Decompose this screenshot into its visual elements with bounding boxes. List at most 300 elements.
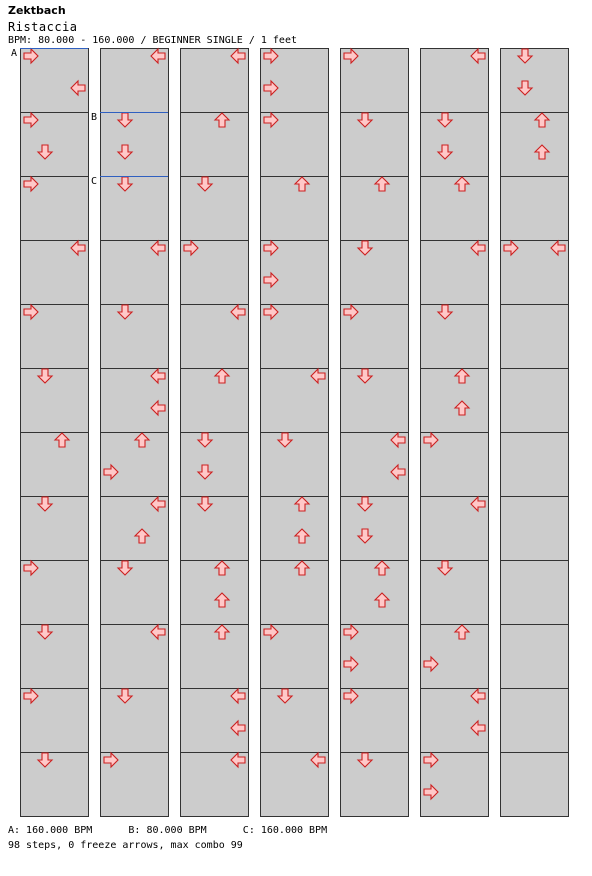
beat-band [20, 784, 88, 800]
beat-band [100, 432, 168, 448]
measure-5 [20, 368, 89, 433]
beat-band [100, 128, 168, 144]
beat-band [100, 704, 168, 720]
beat-band [20, 288, 88, 304]
measure-18 [100, 432, 169, 497]
beat-band [20, 512, 88, 528]
beat-band [260, 224, 328, 240]
beat-band [500, 432, 568, 448]
beat-band [420, 672, 488, 688]
beat-band [260, 480, 328, 496]
beat-band [180, 80, 248, 96]
beat-band [100, 720, 168, 736]
measure-74 [500, 176, 569, 241]
beat-band [20, 256, 88, 272]
beat-band [420, 208, 488, 224]
beat-band [100, 784, 168, 800]
beat-band [420, 800, 488, 816]
measure-68 [420, 560, 489, 625]
beat-band [260, 528, 328, 544]
beat-band [20, 608, 88, 624]
beat-band [420, 448, 488, 464]
bpm-legend: A: 160.000 BPM B: 80.000 BPM C: 160.000 BPM [8, 825, 328, 836]
beat-band [500, 320, 568, 336]
beat-band [260, 576, 328, 592]
beat-band [420, 112, 488, 128]
beat-band [500, 752, 568, 768]
beat-band [500, 176, 568, 192]
measure-43 [260, 496, 329, 561]
measure-46 [260, 688, 329, 753]
measure-79 [500, 496, 569, 561]
beat-band [180, 144, 248, 160]
beat-band [420, 160, 488, 176]
beat-band [340, 672, 408, 688]
bpm-marker-label: A [11, 48, 18, 59]
beat-band [500, 656, 568, 672]
beat-band [20, 544, 88, 560]
beat-band [420, 416, 488, 432]
beat-band [100, 80, 168, 96]
beat-band [180, 528, 248, 544]
beat-band [500, 784, 568, 800]
beat-band [20, 656, 88, 672]
beat-band [260, 560, 328, 576]
beat-band [100, 528, 168, 544]
measure-13 [100, 112, 169, 177]
beat-band [20, 720, 88, 736]
beat-band [500, 464, 568, 480]
beat-band [20, 144, 88, 160]
beat-band [100, 384, 168, 400]
beat-band [500, 112, 568, 128]
measure-49 [340, 112, 409, 177]
beat-band [260, 336, 328, 352]
beat-band [180, 176, 248, 192]
beat-band [260, 144, 328, 160]
beat-band [340, 192, 408, 208]
beat-band [100, 640, 168, 656]
beat-band [180, 416, 248, 432]
beat-band [260, 464, 328, 480]
beat-band [260, 352, 328, 368]
beat-band [500, 640, 568, 656]
beat-band [20, 448, 88, 464]
beat-band [420, 640, 488, 656]
beat-band [180, 768, 248, 784]
beat-band [180, 704, 248, 720]
beat-band [100, 336, 168, 352]
beat-band [100, 768, 168, 784]
beat-band [420, 592, 488, 608]
beat-band [500, 48, 568, 64]
beat-band [260, 384, 328, 400]
beat-band [340, 272, 408, 288]
beat-band [500, 256, 568, 272]
beat-band [180, 464, 248, 480]
beat-band [180, 320, 248, 336]
beat-band [420, 272, 488, 288]
beat-band [100, 576, 168, 592]
beat-band [180, 256, 248, 272]
measure-80 [500, 560, 569, 625]
beat-band [500, 80, 568, 96]
beat-band [420, 176, 488, 192]
beat-band [420, 400, 488, 416]
beat-band [100, 64, 168, 80]
beat-band [180, 384, 248, 400]
beat-band [420, 544, 488, 560]
beat-band [20, 384, 88, 400]
beat-band [500, 480, 568, 496]
beat-band [180, 480, 248, 496]
beat-band [180, 736, 248, 752]
beat-band [340, 800, 408, 816]
beat-band [100, 352, 168, 368]
beat-band [500, 592, 568, 608]
beat-band [340, 80, 408, 96]
beat-band [20, 432, 88, 448]
beat-band [260, 448, 328, 464]
beat-band [500, 768, 568, 784]
beat-band [500, 368, 568, 384]
beat-band [420, 608, 488, 624]
beat-band [340, 752, 408, 768]
beat-band [340, 112, 408, 128]
measure-72 [500, 48, 569, 113]
measure-83 [500, 752, 569, 817]
measure-73 [500, 112, 569, 177]
beat-band [340, 64, 408, 80]
beat-band [420, 304, 488, 320]
beat-band [100, 736, 168, 752]
beat-band [100, 256, 168, 272]
beat-band [180, 288, 248, 304]
beat-band [340, 736, 408, 752]
beat-band [340, 608, 408, 624]
beat-band [500, 208, 568, 224]
beat-band [20, 480, 88, 496]
beat-band [340, 448, 408, 464]
beat-band [20, 64, 88, 80]
measure-22 [100, 688, 169, 753]
beat-band [100, 800, 168, 816]
beat-band [20, 208, 88, 224]
beat-band [340, 240, 408, 256]
beat-band [20, 464, 88, 480]
beat-band [420, 368, 488, 384]
beat-band [500, 672, 568, 688]
beat-band [180, 160, 248, 176]
beat-band [500, 400, 568, 416]
beat-band [420, 768, 488, 784]
beat-band [500, 448, 568, 464]
beat-band [260, 512, 328, 528]
beat-band [500, 224, 568, 240]
beat-band [500, 624, 568, 640]
beat-band [180, 64, 248, 80]
beat-band [260, 320, 328, 336]
chart-info: BPM: 80.000 - 160.000 / BEGINNER SINGLE / 1 feet [8, 35, 297, 46]
beat-band [340, 384, 408, 400]
beat-band [500, 128, 568, 144]
beat-band [180, 128, 248, 144]
beat-band [420, 480, 488, 496]
beat-band [100, 560, 168, 576]
beat-band [500, 288, 568, 304]
beat-band [20, 592, 88, 608]
beat-band [20, 336, 88, 352]
measure-32 [180, 560, 249, 625]
beat-band [420, 576, 488, 592]
beat-band [100, 416, 168, 432]
beat-band [100, 208, 168, 224]
beat-band [180, 192, 248, 208]
beat-band [20, 528, 88, 544]
beat-band [500, 192, 568, 208]
beat-band [20, 192, 88, 208]
beat-band [340, 128, 408, 144]
beat-band [500, 144, 568, 160]
beat-band [100, 176, 168, 192]
beat-band [340, 400, 408, 416]
step-stats: 98 steps, 0 freeze arrows, max combo 99 [8, 840, 243, 851]
beat-band [260, 544, 328, 560]
beat-band [340, 496, 408, 512]
beat-band [260, 704, 328, 720]
beat-band [100, 224, 168, 240]
beat-band [260, 496, 328, 512]
beat-band [260, 640, 328, 656]
beat-band [340, 640, 408, 656]
measure-78 [500, 432, 569, 497]
measure-6 [20, 432, 89, 497]
beat-band [500, 688, 568, 704]
beat-band [100, 512, 168, 528]
beat-band [420, 464, 488, 480]
beat-band [420, 736, 488, 752]
beat-band [260, 288, 328, 304]
beat-band [180, 352, 248, 368]
beat-band [100, 192, 168, 208]
beat-band [340, 768, 408, 784]
beat-band [420, 560, 488, 576]
beat-band [420, 128, 488, 144]
beat-band [260, 128, 328, 144]
beat-band [20, 416, 88, 432]
beat-band [100, 288, 168, 304]
beat-band [500, 384, 568, 400]
beat-band [260, 416, 328, 432]
beat-band [180, 224, 248, 240]
beat-band [260, 768, 328, 784]
measure-16 [100, 304, 169, 369]
beat-band [100, 112, 168, 128]
beat-band [260, 432, 328, 448]
beat-band [260, 784, 328, 800]
beat-band [180, 448, 248, 464]
beat-band [340, 368, 408, 384]
beat-band [420, 96, 488, 112]
beat-band [180, 208, 248, 224]
beat-band [340, 96, 408, 112]
beat-band [180, 560, 248, 576]
beat-band [20, 160, 88, 176]
beat-band [180, 96, 248, 112]
beat-band [500, 512, 568, 528]
beat-band [100, 544, 168, 560]
beat-band [340, 160, 408, 176]
beat-band [180, 432, 248, 448]
measure-25 [180, 112, 249, 177]
beat-band [260, 800, 328, 816]
beat-band [100, 608, 168, 624]
beat-band [260, 256, 328, 272]
measure-55 [340, 496, 409, 561]
beat-band [500, 576, 568, 592]
beat-band [420, 384, 488, 400]
beat-band [420, 192, 488, 208]
beat-band [500, 160, 568, 176]
measure-59 [340, 752, 409, 817]
beat-band [260, 688, 328, 704]
beat-band [180, 656, 248, 672]
beat-band [180, 592, 248, 608]
beat-band [340, 288, 408, 304]
beat-band [420, 144, 488, 160]
beat-band [340, 416, 408, 432]
measure-38 [260, 176, 329, 241]
beat-band [260, 64, 328, 80]
beat-band [20, 128, 88, 144]
beat-band [20, 800, 88, 816]
measure-53 [340, 368, 409, 433]
beat-band [420, 320, 488, 336]
beat-band [20, 224, 88, 240]
beat-band [500, 64, 568, 80]
measure-29 [180, 368, 249, 433]
beat-band [260, 736, 328, 752]
beat-band [180, 400, 248, 416]
beat-band [500, 272, 568, 288]
measure-62 [420, 176, 489, 241]
beat-band [20, 576, 88, 592]
beat-band [340, 592, 408, 608]
beat-band [420, 512, 488, 528]
beat-band [340, 320, 408, 336]
beat-band [20, 320, 88, 336]
beat-band [500, 496, 568, 512]
beat-band [260, 400, 328, 416]
beat-band [180, 672, 248, 688]
beat-band [420, 288, 488, 304]
beat-band [20, 672, 88, 688]
measure-56 [340, 560, 409, 625]
beat-band [100, 272, 168, 288]
beat-band [180, 496, 248, 512]
beat-band [260, 176, 328, 192]
beat-band [500, 336, 568, 352]
beat-band [20, 96, 88, 112]
beat-band [260, 592, 328, 608]
beat-band [500, 528, 568, 544]
bpm-marker-label: B [91, 112, 98, 123]
beat-band [100, 656, 168, 672]
beat-band [420, 64, 488, 80]
beat-band [260, 160, 328, 176]
measure-64 [420, 304, 489, 369]
beat-band [500, 736, 568, 752]
measure-7 [20, 496, 89, 561]
beat-band [20, 704, 88, 720]
song-artist: Zektbach [8, 4, 66, 17]
measure-51 [340, 240, 409, 305]
beat-band [500, 720, 568, 736]
beat-band [20, 400, 88, 416]
beat-band [20, 640, 88, 656]
beat-band [180, 512, 248, 528]
beat-band [20, 352, 88, 368]
measure-50 [340, 176, 409, 241]
beat-band [100, 480, 168, 496]
beat-band [420, 352, 488, 368]
beat-band [260, 656, 328, 672]
beat-band [260, 608, 328, 624]
beat-band [340, 256, 408, 272]
measure-31 [180, 496, 249, 561]
beat-band [20, 368, 88, 384]
measure-26 [180, 176, 249, 241]
beat-band [340, 560, 408, 576]
beat-band [500, 608, 568, 624]
measure-44 [260, 560, 329, 625]
beat-band [20, 736, 88, 752]
beat-band [500, 704, 568, 720]
measure-82 [500, 688, 569, 753]
measure-76 [500, 304, 569, 369]
beat-band [100, 592, 168, 608]
beat-band [180, 608, 248, 624]
beat-band [180, 800, 248, 816]
beat-band [340, 528, 408, 544]
beat-band [100, 320, 168, 336]
beat-band [100, 672, 168, 688]
measure-61 [420, 112, 489, 177]
song-title: Ristaccia [8, 20, 78, 34]
beat-band [420, 80, 488, 96]
measure-77 [500, 368, 569, 433]
measure-20 [100, 560, 169, 625]
beat-band [500, 96, 568, 112]
beat-band [340, 784, 408, 800]
beat-band [20, 496, 88, 512]
beat-band [420, 256, 488, 272]
beat-band [420, 624, 488, 640]
beat-band [260, 192, 328, 208]
measure-81 [500, 624, 569, 689]
beat-band [340, 512, 408, 528]
beat-band [100, 160, 168, 176]
beat-band [340, 352, 408, 368]
beat-band [500, 544, 568, 560]
measure-42 [260, 432, 329, 497]
beat-band [340, 544, 408, 560]
beat-band [420, 528, 488, 544]
beat-band [260, 96, 328, 112]
beat-band [340, 480, 408, 496]
beat-band [100, 448, 168, 464]
beat-band [500, 560, 568, 576]
